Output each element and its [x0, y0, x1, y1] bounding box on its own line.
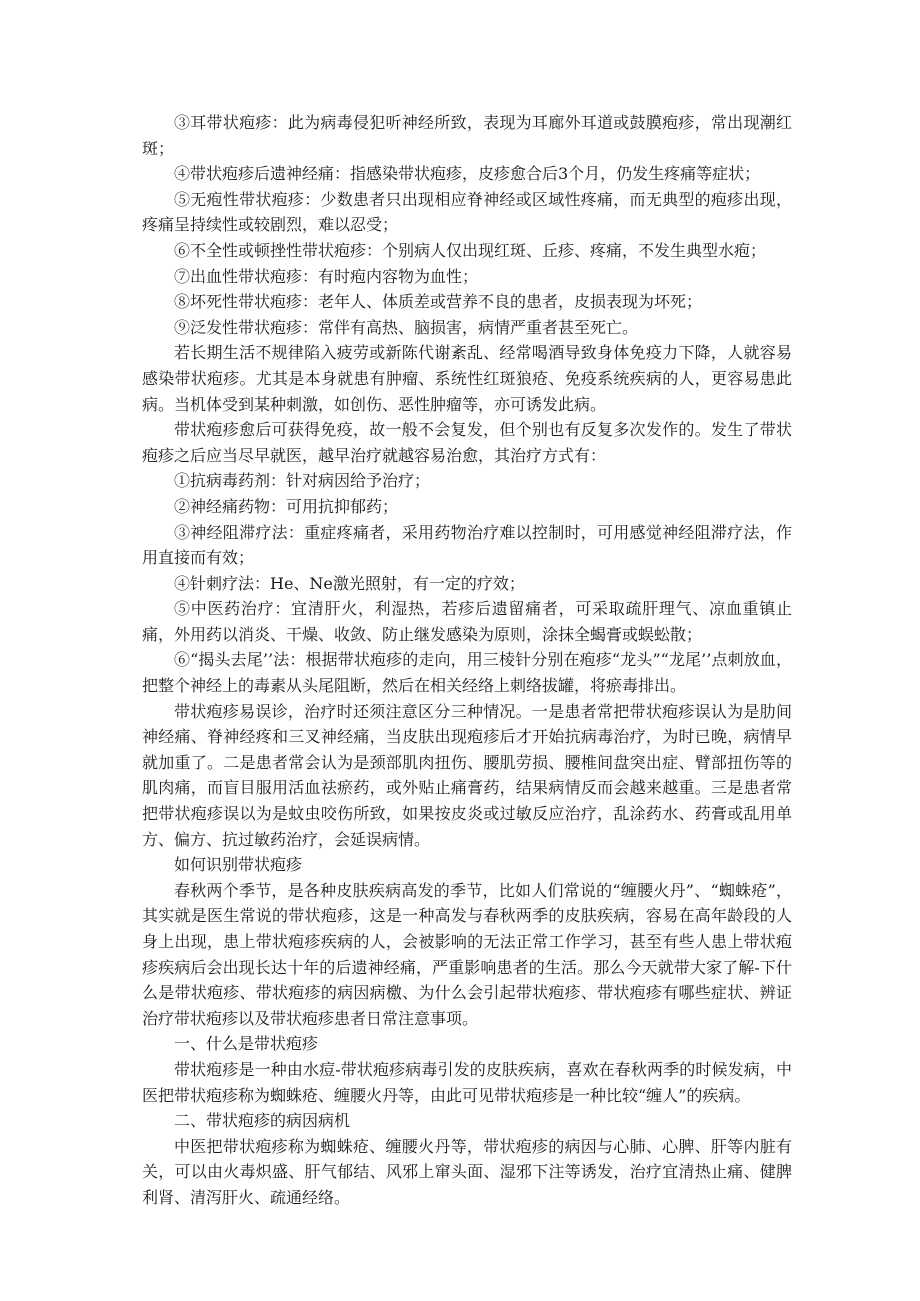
paragraph-disseminated-type: ⑨泛发性带状疱疹：常伴有高热、脑损害，病情严重者甚至死亡。 [174, 317, 639, 337]
paragraph-seasonal-intro: 春秋两个季节，是各种皮肤疾病高发的季节，比如人们常说的“缠腰火丹”、“蜘蛛疮”，其实就是医生常说的带状疱疹，这是一种高发与春秋两季的皮肤疾病，容易在高年龄段的人身上出现，患上带状疱疹疾病的人，会被影响的无法正常工作学习，甚至有些人患上带状疱疹疾病后会出现长达十年的后遗神经痛，严重影响患者的生活。那么今天就带大家了解-下什么是带状疱疹、带状疱疹的病因病檄、为什么会引起带状疱疹、带状疱疹有哪些症状、辨证治疗带状疱疹以及带状疱疹患者日常注意事项。 [142, 880, 792, 1028]
paragraph-what-is: 带状疱疹是一种由水痘-带状疱疹病毒引发的皮肤疾病，喜欢在春秋两季的时候发病，中医把带状疱疹称为蜘蛛疮、缠腰火丹等，由此可见带状疱疹是一种比较“缠人”的疾病。 [142, 1059, 792, 1105]
paragraph-abortive-type: ⑥不全性或顿挫性带状疱疹：个别病人仅出现红斑、丘疹、疼痛，不发生典型水疱； [174, 240, 767, 260]
paragraph-treatment-antiviral: ①抗病毒药剂：针对病因给予治疗； [174, 471, 431, 491]
paragraph-treatment-nerve-block: ③神经阻滞疗法：重症疼痛者，采用药物治疗难以控制时，可用感觉神经阻滞疗法，作用直接而有效； [142, 522, 792, 568]
paragraph-treatment-acupuncture: ④针刺疗法：He、Ne激光照射，有一定的疗效； [174, 573, 525, 593]
section-heading-what-is: 一、什么是带状疱疹 [174, 1034, 319, 1054]
paragraph-no-blister-type: ⑤无疱性带状疱疹：少数患者只出现相应脊神经或区域性疼痛，而无典型的疱疹出现，疼痛呈持续性或较剧烈，难以忍受； [142, 189, 792, 235]
paragraph-postherpetic-neuralgia: ④带状疱疹后遗神经痛：指感染带状疱疹，皮疹愈合后3个月，仍发生疼痛等症状； [174, 164, 761, 184]
section-heading-etiology: 二、带状疱疹的病因病机 [174, 1111, 351, 1131]
paragraph-hemorrhagic-type: ⑦出血性带状疱疹：有时疱内容物为血性； [174, 266, 479, 286]
paragraph-treatment-intro: 带状疱疹愈后可获得免疫，故一般不会复发，但个别也有反复多次发作的。发生了带状疱疹之后应当尽早就医，越早治疗就越容易治愈，其治疗方式有： [142, 420, 792, 465]
paragraph-treatment-neuralgia: ②神经痛药物：可用抗抑郁药； [174, 496, 399, 516]
paragraph-etiology: 中医把带状疱疹称为蜘蛛疮、缠腰火丹等，带状疱疹的病因与心肺、心脾、肝等内脏有关，可以由火毒炽盛、肝气郁结、风邪上窜头面、湿邪下注等诱发，治疗宜清热止痛、健脾利肾、清泻肝火、疏通经络。 [142, 1136, 792, 1207]
paragraph-causes: 若长期生活不规律陷入疲劳或新陈代谢紊乱、经常喝酒导致身体免疫力下降，人就容易感染带状疱疹。尤其是本身就患有肿瘤、系统性红斑狼疮、免疫系统疾病的人，更容易患此病。当机体受到某种刺激，如创伤、恶性肿瘤等，亦可诱发此病。 [142, 343, 792, 414]
paragraph-misdiagnosis: 带状疱疹易误诊，治疗时还须注意区分三种情况。一是患者常把带状疱疹误认为是肋间神经痛、脊神经疼和三叉神经痛，当皮肤出现疱疹后才开始抗病毒治疗，为时已晚，病情早就加重了。二是患者常会认为是颈部肌肉扭伤、腰肌劳损、腰椎间盘突出症、臂部扭伤等的肌肉痛，而盲目服用活血祛瘀药，或外贴止痛膏药，结果病情反而会越来越重。三是患者常把带状疱疹误以为是蚊虫咬伤所致，如果按皮炎或过敏反应治疗，乱涂药水、药膏或乱用单方、偏方、抗过敏药治疗，会延误病情。 [142, 701, 792, 849]
paragraph-necrotic-type: ⑧坏死性带状疱疹：老年人、体质差或营养不良的患者，皮损表现为坏死； [174, 292, 703, 312]
paragraph-ear-herpes: ③耳带状疱疹：此为病毒侵犯听神经所致，表现为耳廊外耳道或鼓膜疱疹，常出现潮红斑； [142, 113, 792, 158]
paragraph-treatment-tcm: ⑤中医药治疗：宜清肝火，利湿热，若疹后遗留痛者，可采取疏肝理气、凉血重镇止痛，外用药以消炎、干燥、收敛、防止继发感染为原则，涂抹全蝎膏或蜈蚣散； [142, 599, 792, 644]
document-body [142, 110, 792, 1211]
paragraph-treatment-head-tail: ⑥“揭头去尾’’法：根据带状疱疹的走向，用三棱针分别在疱疹“龙头”“龙尾’’点刺放血，把整个神经上的毒素从头尾阻断，然后在相关经络上刺络拔罐，将瘀毒排出。 [142, 650, 792, 696]
section-heading-identify: 如何识别带状疱疹 [174, 855, 303, 875]
